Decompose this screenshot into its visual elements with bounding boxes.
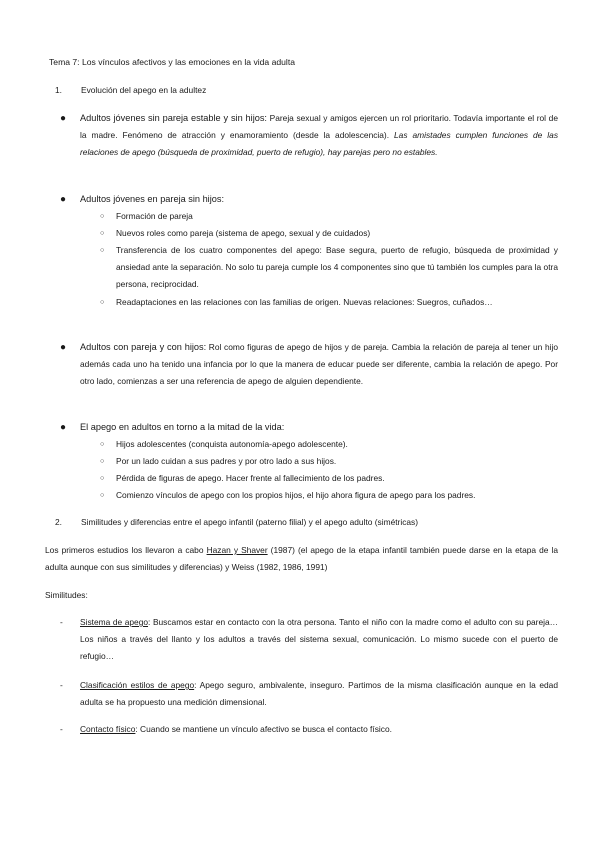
bullet-3-text: Rol como figuras de apego de hijos y de pareja. Cambia la relación de pareja al tener un hijo además cada uno ha tenido una infancia por lo que la manera de educar puede ser diferente, cambia la relación de apego. Por otro lado, comienzas a ser una referencia de apego de alguien dependiente.	[80, 342, 558, 386]
sub-item: Transferencia de los cuatro componentes del apego: Base segura, puerto de refugio, búsqueda de proximidad y ansiedad ante la separación. No solo tu pareja cumple los 4 componentes sino que tú también los cumples para la otra persona, reciprocidad.	[116, 245, 558, 289]
bullet-2-heading: Adultos jóvenes en pareja sin hijos:	[80, 194, 225, 204]
sub-item: Formación de pareja	[116, 211, 193, 221]
sub-item: Nuevos roles como pareja (sistema de apego, sexual y de cuidados)	[116, 228, 371, 238]
bullet-glyph: ●	[60, 422, 67, 433]
bullet-glyph: ●	[60, 194, 67, 205]
bullet-4-heading: El apego en adultos en torno a la mitad de la vida:	[80, 422, 285, 432]
intro-paragraph	[45, 542, 558, 576]
para-text: Los primeros estudios los llevaron a cabo	[45, 545, 207, 555]
dash-item	[80, 677, 558, 711]
para-text: (1987) (el apego de la etapa infantil también puede darse en la etapa de la adulta aunque con sus similitudes y diferencias) y Weiss (1982, 1986, 1991)	[45, 545, 558, 572]
section-title: Similitudes y diferencias entre el apego infantil (paterno filial) y el apego adulto (simétricas)	[81, 517, 419, 527]
sub-item: Por un lado cuidan a sus padres y por otro lado a sus hijos.	[116, 456, 337, 466]
dash-text: : Buscamos estar en contacto con la otra persona. Tanto el niño con la madre como el adulto con su pareja…Los niños a través del llanto y los adultos a través del sistema sexual, comunicación. Lo mismo sucede con el puerto de refugio…	[80, 617, 558, 661]
dash-term: Sistema de apego	[80, 617, 149, 627]
author-link[interactable]: Hazan y Shaver	[206, 545, 268, 555]
section-1-heading	[55, 82, 206, 99]
dash-term: Clasificación estilos de apego	[80, 680, 195, 690]
dash-glyph: -	[60, 617, 63, 627]
circle-glyph: ○	[100, 492, 105, 499]
dash-glyph: -	[60, 724, 63, 734]
dash-item	[80, 614, 558, 665]
dash-item	[80, 721, 558, 738]
section-title: Evolución del apego en la adultez	[81, 85, 207, 95]
bullet-3-heading: Adultos con pareja y con hijos:	[80, 342, 207, 352]
dash-term: Contacto físico	[80, 724, 136, 734]
similitudes-label: Similitudes:	[45, 590, 88, 600]
dash-glyph: -	[60, 680, 63, 690]
bullet-1-paragraph	[80, 110, 558, 161]
circle-glyph: ○	[100, 247, 105, 254]
circle-glyph: ○	[100, 441, 105, 448]
circle-glyph: ○	[100, 213, 105, 220]
circle-glyph: ○	[100, 475, 105, 482]
bullet-1-heading: Adultos jóvenes sin pareja estable y sin hijos:	[80, 113, 267, 123]
bullet-1-italic: Las amistades cumplen funciones de las relaciones de apego (búsqueda de proximidad, puerto de refugio), hay parejas pero no estables.	[80, 130, 559, 157]
section-number: 2.	[55, 517, 62, 527]
section-2-heading	[55, 514, 418, 531]
sub-item: Comienzo vínculos de apego con los propios hijos, el hijo ahora figura de apego para los padres.	[116, 490, 476, 500]
bullet-1-text: Pareja sexual y amigos ejercen un rol prioritario. Todavía importante el rol de la madre. Fenómeno de atracción y enamoramiento (desde la adolescencia).	[80, 113, 558, 140]
section-number: 1.	[55, 85, 62, 95]
sub-item: Hijos adolescentes (conquista autonomía-apego adolescente).	[116, 439, 348, 449]
circle-glyph: ○	[100, 458, 105, 465]
bullet-3-paragraph	[80, 339, 558, 390]
page-title: Tema 7: Los vínculos afectivos y las emociones en la vida adulta	[49, 57, 296, 67]
bullet-glyph: ●	[60, 342, 67, 353]
circle-glyph: ○	[100, 230, 105, 237]
circle-glyph: ○	[100, 299, 105, 306]
sub-item: Readaptaciones en las relaciones con las familias de origen. Nuevas relaciones: Suegros, cuñados…	[116, 297, 493, 307]
dash-text: : Apego seguro, ambivalente, inseguro. Partimos de la misma clasificación aunque en la edad adulta se ha propuesto una medición dimensional.	[80, 680, 558, 707]
dash-text: : Cuando se mantiene un vínculo afectivo se busca el contacto físico.	[135, 724, 392, 734]
sub-item: Pérdida de figuras de apego. Hacer frente al fallecimiento de los padres.	[116, 473, 385, 483]
bullet-glyph: ●	[60, 113, 67, 124]
